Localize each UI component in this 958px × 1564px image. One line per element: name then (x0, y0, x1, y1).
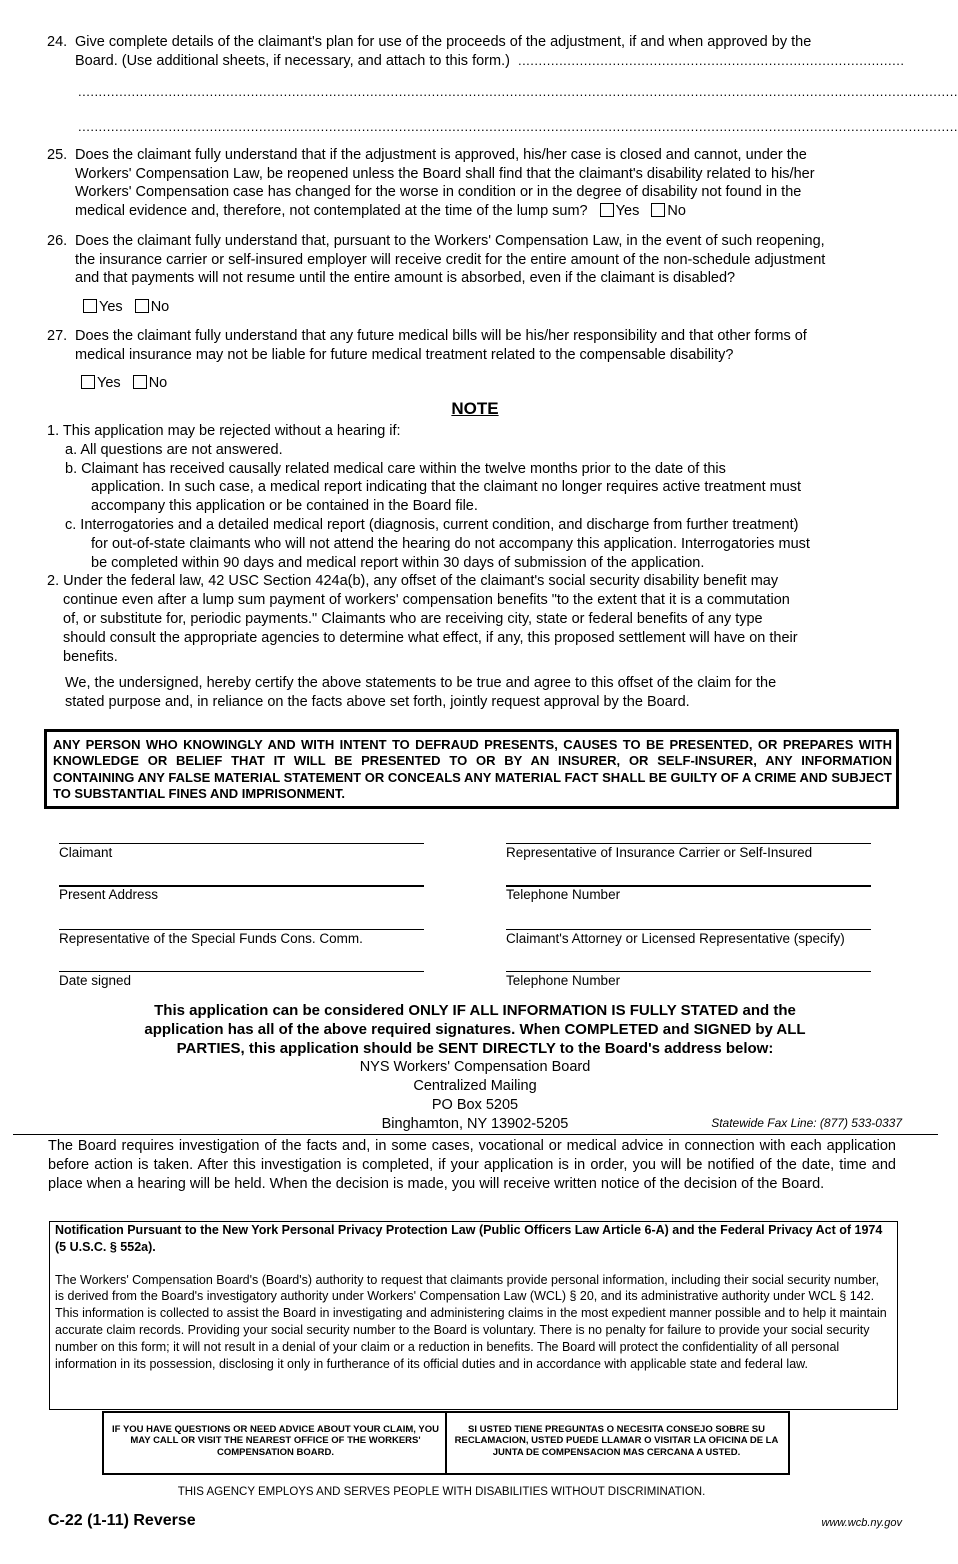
certification-line: stated purpose and, in reliance on the facts above set forth, jointly request approval by the Board. (65, 694, 690, 711)
note-text-line: application. In such case, a medical report indicating that the claimant no longer requires active treatment must (91, 479, 802, 496)
telephone-line[interactable] (506, 971, 871, 972)
question-26-options (83, 299, 169, 315)
address-dept: Centralized Mailing (413, 1078, 537, 1094)
fraud-warning: ANY PERSON WHO KNOWINGLY AND WITH INTENT TO DEFRAUD PRESENTS, CAUSES TO BE PRESENTED, OR PREPARES WITH KNOWLEDGE OR BELIEF THAT IT WILL BE PRESENTED TO OR BY AN INSURER, OR SELF-INSURER, ANY INFORMATION CONTAINING ANY FALSE MATERIAL STATEMENT OR CONCEALS ANY MATERIAL FACT SHALL BE GUILTY OF A CRIME AND SUBJECT TO SUBSTANTIAL FINES AND IMPRISONMENT. (44, 729, 899, 809)
claimant-label: Claimant (59, 845, 113, 860)
question-number: 26. (47, 233, 68, 249)
certification (47, 674, 917, 712)
question-text-line: Does the claimant fully understand that any future medical bills will be his/her responsibility and that other forms of (75, 328, 807, 344)
question-text-line: Board. (Use additional sheets, if necessary, and attach to this form.) (75, 52, 510, 69)
no-option[interactable] (651, 203, 686, 219)
present-address-label: Present Address (59, 887, 159, 902)
answer-line[interactable]: ...................................................................................................................................................................................................................... (78, 119, 958, 134)
question-number: 25. (47, 147, 68, 163)
note-text-line: c. Interrogatories and a detailed medical report (diagnosis, current condition, and discharge from further treatment) (65, 516, 799, 533)
question-number: 24. (47, 34, 68, 50)
form-id: C-22 (1-11) Reverse (48, 1512, 196, 1529)
address-city: Binghamton, NY 13902-5205 (381, 1116, 569, 1132)
privacy-notice (49, 1221, 898, 1410)
date-signed-label: Date signed (59, 973, 132, 988)
no-label: No (150, 299, 170, 315)
no-label: No (667, 202, 686, 219)
note-2 (47, 572, 917, 666)
yes-option[interactable] (81, 375, 121, 391)
question-25 (47, 146, 907, 220)
note-text-line: accompany this application or be contained in the Board file. (91, 498, 478, 515)
privacy-body: The Workers' Compensation Board's (Board's) authority to request that claimants provide personal information, including their social security number, is derived from the Board's investigatory authority under Workers' Compensation Law (WCL) § 20, and its administrative authority under WCL § 142. This information is collected to assist the Board in investigating and administering claims in the most expedient manner possible and to help it maintain accurate claim records. Providing your social security number to the Board is voluntary. There is no penalty for failure to provide your social security number on this form; it will not result in a denial of your claim or a reduction in benefits. The Board will protect the confidentiality of all personal information in its possession, disclosing it only in furtherance of its official duties and in accordance with applicable state and federal law. (55, 1272, 887, 1371)
note-text-line: 1. This application may be rejected without a hearing if: (47, 423, 401, 439)
question-text-line: Does the claimant fully understand that, pursuant to the Workers' Compensation Law, in the event of such reopening, (75, 233, 825, 249)
board-investigation-text: The Board requires investigation of the facts and, in some cases, vocational or medical advice in connection with each application before action is taken. After this investigation is completed, if your application is in order, you will be notified of the date, time and place when a hearing will be held. When the decision is made, you will receive written notice of the decision of the Board. (48, 1138, 896, 1192)
carrier-signature-line[interactable] (506, 843, 871, 844)
date-signed-line[interactable] (59, 971, 424, 972)
note-text-line: for out-of-state claimants who will not attend the hearing do not accompany this application. Interrogatories must (91, 535, 810, 552)
attorney-label: Claimant's Attorney or Licensed Representative (specify) (506, 931, 845, 946)
question-text-line: Workers' Compensation case has changed for the worse in condition or in the degree of disability not found in the (75, 184, 802, 201)
submission-instructions (0, 1001, 950, 1058)
yes-label: Yes (99, 299, 123, 315)
help-box (102, 1411, 790, 1475)
website[interactable]: www.wcb.ny.gov (821, 1517, 902, 1529)
help-english: IF YOU HAVE QUESTIONS OR NEED ADVICE ABOUT YOUR CLAIM, YOU MAY CALL OR VISIT THE NEAREST OFFICE OF THE WORKERS' COMPENSATION BOARD. (104, 1413, 447, 1473)
note-text-line: of, or substitute for, periodic payments." Claimants who are receiving city, state or federal benefits of any type (63, 610, 763, 627)
note-text-line: continue even after a lump sum payment of workers' compensation benefits "to the extent that it is a commutation (63, 592, 790, 609)
answer-line[interactable]: .............................................................................................. (517, 52, 905, 68)
special-funds-label: Representative of the Special Funds Cons. Comm. (59, 931, 363, 946)
privacy-title: Notification Pursuant to the New York Personal Privacy Protection Law (Public Officers Law Article 6-A) and the Federal Privacy Act of 1974 (5 U.S.C. § 552a). (55, 1223, 883, 1254)
fax-line: Statewide Fax Line: (877) 533-0337 (711, 1116, 902, 1130)
instruction-line: This application can be considered ONLY IF ALL INFORMATION IS FULLY STATED and the (154, 1002, 796, 1019)
question-27 (47, 327, 917, 364)
yes-option[interactable] (600, 203, 640, 219)
note-item-b (65, 460, 917, 516)
address-po: PO Box 5205 (431, 1097, 519, 1113)
telephone-label: Telephone Number (506, 973, 621, 988)
no-checkbox[interactable] (133, 375, 147, 389)
help-spanish: SI USTED TIENE PREGUNTAS O NECESITA CONSEJO SOBRE SU RECLAMACION, USTED PUEDE LLAMAR O VISITAR LA OFICINA DE LA JUNTA DE COMPENSACION MAS CERCANA A USTED. (454, 1424, 779, 1458)
note-text-line: b. Claimant has received causally related medical care within the twelve months prior to the date of this (65, 460, 726, 477)
no-option[interactable] (135, 299, 170, 315)
yes-checkbox[interactable] (600, 203, 614, 217)
question-number: 27. (47, 328, 68, 344)
question-text-line: the insurance carrier or self-insured employer will receive credit for the entire amount of the non-schedule adjustment (75, 251, 826, 268)
yes-checkbox[interactable] (81, 375, 95, 389)
note-text-line: benefits. (63, 648, 118, 665)
instruction-line: PARTIES, this application should be SENT DIRECTLY to the Board's address below: (176, 1040, 774, 1057)
answer-line[interactable]: ...................................................................................................................................................................................................................... (78, 84, 958, 99)
no-option[interactable] (133, 375, 168, 391)
telephone-label: Telephone Number (506, 887, 621, 902)
question-text-line: medical evidence and, therefore, not contemplated at the time of the lump sum? (75, 202, 588, 219)
question-27-options (81, 375, 167, 391)
no-checkbox[interactable] (651, 203, 665, 217)
note-item-c (65, 516, 917, 572)
no-checkbox[interactable] (135, 299, 149, 313)
yes-checkbox[interactable] (83, 299, 97, 313)
special-funds-signature-line[interactable] (59, 929, 424, 930)
note-text-line: be completed within 90 days and medical report within 30 days of submission of the application. (91, 554, 705, 571)
yes-option[interactable] (83, 299, 123, 315)
note-heading: NOTE (451, 399, 499, 418)
yes-label: Yes (615, 202, 640, 219)
address-name: NYS Workers' Compensation Board (359, 1059, 591, 1075)
disclaimer: THIS AGENCY EMPLOYS AND SERVES PEOPLE WITH DISABILITIES WITHOUT DISCRIMINATION. (177, 1486, 706, 1498)
question-text-line: Give complete details of the claimant's plan for use of the proceeds of the adjustment, if and when approved by the (75, 34, 812, 50)
question-text-line: Does the claimant fully understand that if the adjustment is approved, his/her case is closed and cannot, under the (75, 147, 807, 163)
note-text-line: should consult the appropriate agencies to determine what effect, if any, this proposed settlement will have on their (63, 629, 798, 646)
divider (13, 1134, 938, 1135)
attorney-signature-line[interactable] (506, 929, 871, 930)
yes-label: Yes (97, 375, 121, 391)
note-1 (47, 422, 917, 712)
question-26 (47, 232, 917, 288)
question-text-line: Workers' Compensation Law, be reopened unless the Board shall find that the claimant's disability related to his/her (75, 165, 815, 182)
note-text-line: 2. Under the federal law, 42 USC Section 424a(b), any offset of the claimant's social security disability benefit may (47, 573, 779, 590)
note-item-a: a. All questions are not answered. (65, 441, 283, 458)
carrier-rep-label: Representative of Insurance Carrier or Self-Insured (506, 845, 813, 860)
question-text-line: and that payments will not resume until the entire amount is absorbed, even if the claimant is disabled? (75, 270, 736, 287)
question-24 (47, 33, 907, 70)
claimant-signature-line[interactable] (59, 843, 424, 844)
instruction-line: application has all of the above required signatures. When COMPLETED and SIGNED by ALL (144, 1021, 806, 1038)
question-text-line: medical insurance may not be liable for future medical treatment related to the compensable disability? (75, 346, 734, 363)
no-label: No (148, 375, 168, 391)
certification-line: We, the undersigned, hereby certify the above statements to be true and agree to this offset of the claim for the (65, 675, 777, 692)
